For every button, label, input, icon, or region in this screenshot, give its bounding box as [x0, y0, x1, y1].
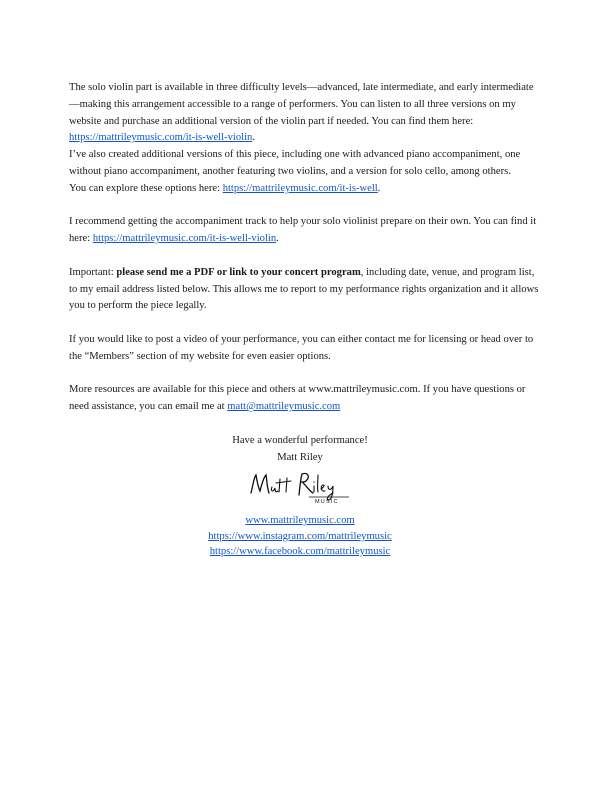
punctuation: .	[252, 132, 255, 144]
paragraph-text: More resources are available for this piece and others at www.mattrileymusic.com. If you have questions or need assistance, you can email me at	[69, 384, 526, 413]
instagram-link[interactable]: https://www.instagram.com/mattrileymusic	[208, 530, 392, 542]
paragraph-video	[69, 332, 539, 366]
logo-word: MUSIC	[315, 499, 339, 506]
paragraph-accompaniment-track	[69, 214, 539, 248]
punctuation: .	[377, 182, 381, 194]
website-link[interactable]: www.mattrileymusic.com	[245, 515, 355, 527]
violin-versions-link[interactable]: https://mattrileymusic.com/it-is-well-violin	[69, 132, 253, 144]
paragraph-difficulty-levels	[69, 80, 539, 147]
spacer	[69, 248, 539, 265]
spacer	[69, 416, 539, 433]
letter-body	[69, 80, 539, 560]
facebook-link[interactable]: https://www.facebook.com/mattrileymusic	[209, 546, 391, 558]
email-link[interactable]: matt@mattrileymusic.com	[227, 401, 341, 413]
important-label: Important:	[69, 266, 117, 278]
spacer	[69, 366, 539, 383]
spacer	[69, 315, 539, 332]
paragraph-text: You can explore these options here:	[69, 182, 223, 194]
closing-signature-name: Matt Riley	[277, 451, 323, 463]
paragraph-text: If you would like to post a video of your performance, you can either contact me for licensing or head over to the “Members” section of my website for even easier options.	[69, 333, 534, 362]
punctuation: .	[276, 233, 279, 245]
accompaniment-track-link[interactable]: https://mattrileymusic.com/it-is-well-violin	[92, 233, 277, 245]
signature-logo-image	[245, 467, 355, 505]
paragraph-text: The solo violin part is available in three difficulty levels—advanced, late intermediate, and early intermediate—making this arrangement accessible to a range of performers. You can listen to all three versions on my website and purchase an additional version of the violin part if needed. You can find them here:	[69, 82, 534, 127]
closing-greeting: Have a wonderful performance!	[232, 434, 368, 446]
paragraph-text: , including date, venue, and program list, to my email address listed below. This allows me to report to my performance rights organization and it allows you to perform the piece legally.	[69, 266, 539, 312]
closing-block	[61, 433, 539, 560]
paragraph-text: I’ve also created additional versions of this piece, including one with advanced piano accompaniment, one without piano accompaniment, another featuring two violins, and a version for solo cello, among others.	[69, 149, 521, 177]
paragraph-resources	[69, 382, 539, 416]
important-request: please send me a PDF or link to your concert program	[116, 266, 361, 278]
other-versions-link[interactable]: https://mattrileymusic.com/it-is-well	[222, 182, 378, 194]
footer-links	[61, 513, 539, 560]
paragraph-text: I recommend getting the accompaniment track to help your solo violinist prepare on their own. You can find it here:	[69, 216, 537, 245]
spacer	[69, 198, 539, 215]
signature-logo	[61, 467, 539, 507]
paragraph-important	[69, 265, 539, 315]
paragraph-other-versions	[69, 147, 539, 181]
paragraph-explore-options	[69, 181, 539, 198]
